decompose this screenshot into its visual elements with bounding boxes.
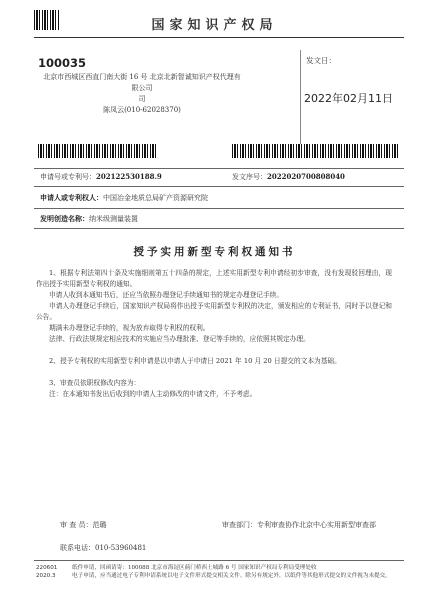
invention-label: 发明创造名称：: [40, 214, 89, 223]
barcode-right: [232, 144, 400, 158]
address-line-1: 北京市西城区西直门南大街 16 号 北京北新智诚知识产权代理有限公司: [43, 73, 241, 92]
meta-divider-4: [34, 228, 404, 229]
applicant-row: [40, 193, 208, 203]
postcode: 100035: [38, 56, 87, 70]
phone-row: [60, 543, 146, 553]
footer-code-2: 2020.3: [36, 573, 56, 579]
application-number: 202122530188.9: [96, 172, 162, 181]
notice-p2: 2、授予专利权的实用新型专利申请是以申请人于申请日 2021 年 10 月 20 日提交的文本为基础。: [49, 357, 341, 365]
serial-number-row: [232, 172, 345, 182]
meta-divider-3: [34, 208, 404, 209]
recipient-contact: 陈凤云(010-62028370): [103, 106, 181, 114]
notice-p1: 1、根据专利法第四十条及实施细则第五十四条的规定，上述实用新型专利申请经初步审查，没有发现驳回理由，现作出授予实用新型专利权的通知。: [36, 269, 392, 288]
application-number-row: [40, 172, 162, 182]
notice-paragraph-1: [36, 268, 392, 345]
invention-row: [40, 214, 138, 224]
department-row: [222, 520, 376, 530]
application-number-label: 申请号或专利号：: [40, 173, 96, 181]
phone-number: 010-53960481: [95, 544, 147, 552]
notice-title: 授予实用新型专利权通知书: [133, 246, 296, 258]
footer-notes: [72, 564, 404, 580]
notice-p3: 3、审查员依职权修改内容为：: [49, 379, 141, 387]
recipient-address: [42, 72, 242, 116]
serial-number-label: 发文序号：: [232, 173, 267, 181]
serial-number: 2022020700808040: [267, 172, 345, 181]
notice-p1a: 申请人收到本通知书后，还应当依照办理登记手续通知书的规定办理登记手续。: [49, 291, 284, 299]
meta-divider-1: [34, 168, 404, 169]
footer-codes: [36, 564, 66, 580]
invention-name: 纳米级测量装置: [89, 215, 138, 223]
footer-text-1: 纸件申请，回函请寄：100088 北京市海淀区蓟门桥西土城路 6 号 国家知识产权局专利局受理处收: [72, 565, 317, 571]
footer-divider: [34, 560, 404, 561]
examiner-label: 审 查 员：: [60, 521, 93, 529]
footer-code-1: 220601: [36, 565, 58, 571]
header-divider: [34, 37, 404, 38]
applicant: 中国冶金地质总局矿产资源研究院: [103, 194, 208, 202]
examiner-name: 范璐: [92, 521, 107, 529]
applicant-label: 申请人或专利权人：: [40, 193, 103, 202]
phone-label: 联系电话：: [60, 544, 95, 552]
notice-p1c: 期满未办理登记手续的，视为放弃取得专利权的权利。: [49, 324, 210, 332]
department-label: 审查部门：: [222, 521, 257, 529]
issue-date: 2022年02月11日: [304, 92, 393, 105]
issue-date-label: 发文日：: [306, 56, 336, 65]
meta-divider-2: [34, 186, 404, 187]
department-name: 专利审查协作北京中心实用新型审查部: [257, 521, 376, 529]
address-line-2: 司: [138, 95, 146, 103]
notice-p3a: 注：在本通知书发出后收到的申请人主动修改的申请文件，不予考虑。: [49, 390, 257, 398]
footer-text-2: 电子申请，应当通过电子专利申请系统以电子文件形式提交相关文件。除另有规定外，以纸件等其他形式提交的文件视为未提交。: [72, 573, 391, 579]
notice-p1b: 申请人办理登记手续后，国家知识产权局将作出授予实用新型专利权的决定，颁发相应的专利证书，同时予以登记和公告。: [36, 302, 392, 321]
notice-paragraph-2: [36, 356, 392, 367]
header-title: 国家知识产权局: [151, 18, 278, 33]
notice-paragraph-3: [36, 378, 392, 400]
notice-p1d: 法律、行政法规规定相应技术的实施应当办理批准、登记等手续的，应依照其规定办理。: [49, 335, 310, 343]
examiner-row: [60, 520, 106, 530]
barcode-left: [38, 144, 156, 158]
